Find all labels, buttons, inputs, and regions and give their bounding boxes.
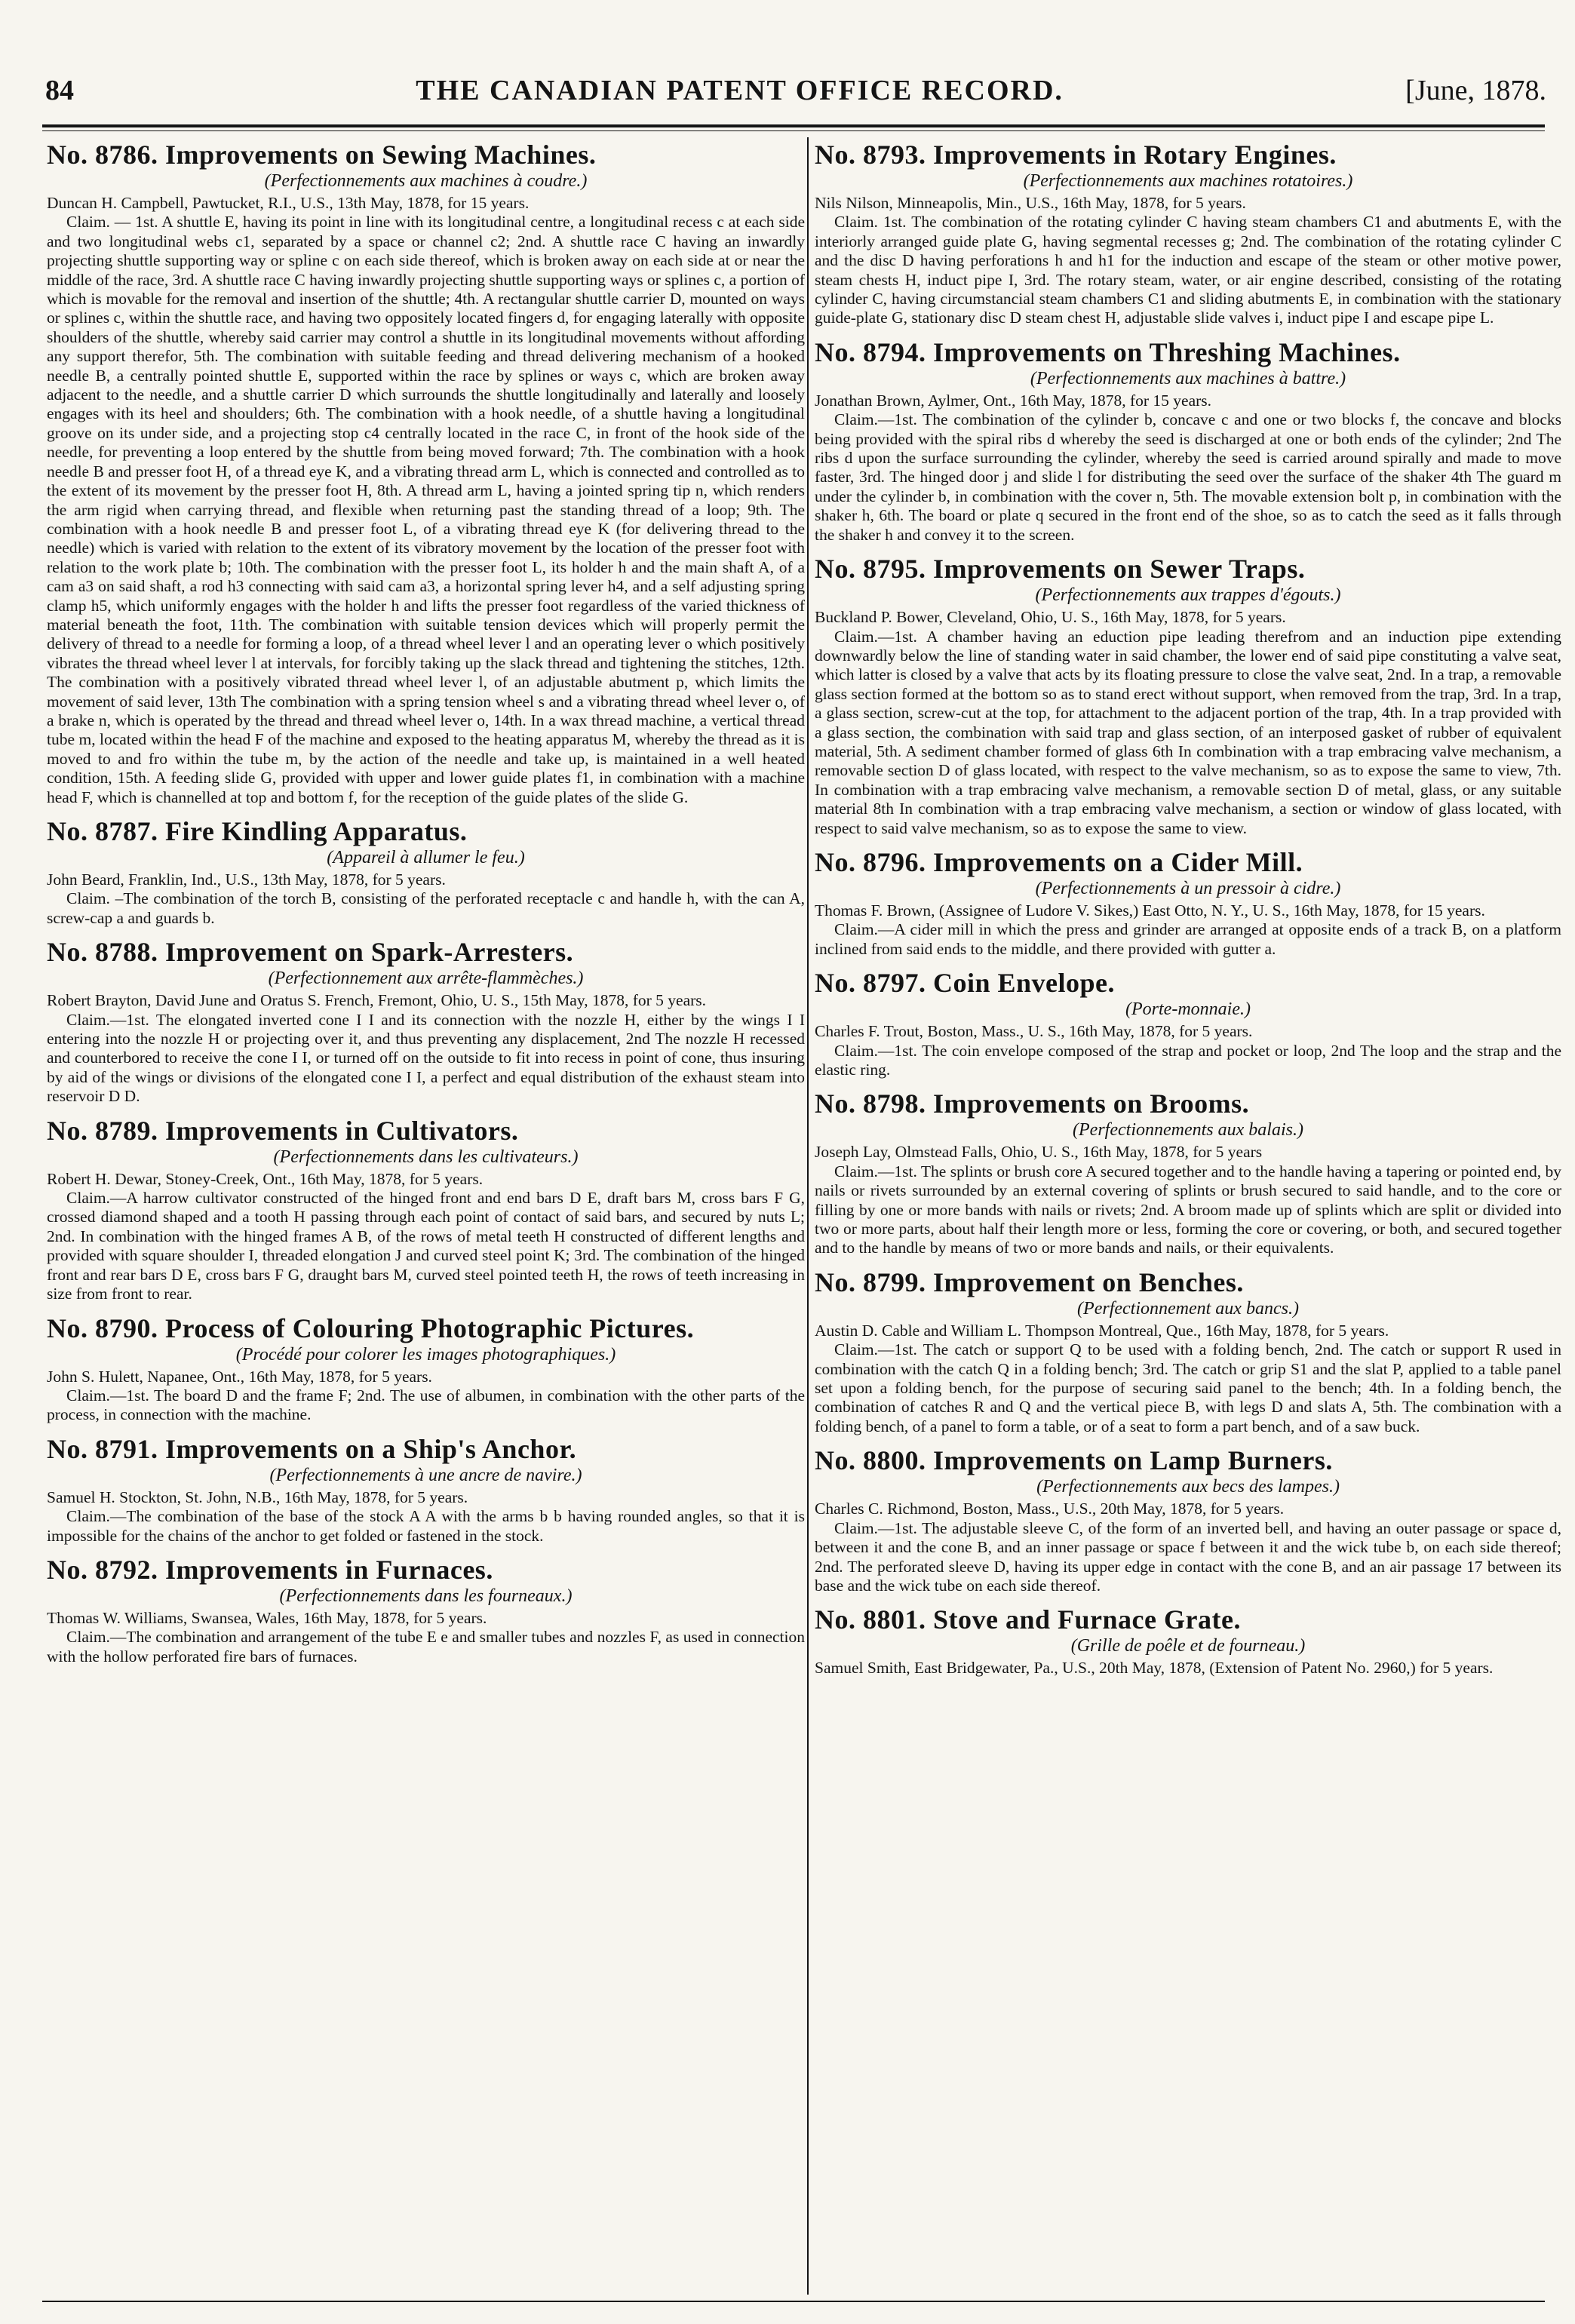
patent-claim: Claim.—1st. The board D and the frame F; 2nd. The use of albumen, in combination with the other parts of the process, in connection with the machine. <box>47 1386 805 1424</box>
patent-entry <box>815 1445 1561 1595</box>
patent-french-title: (Perfectionnements aux machines à coudre.) <box>264 171 588 191</box>
patent-entry <box>815 1604 1561 1678</box>
patent-info: John Beard, Franklin, Ind., U.S., 13th May, 1878, for 5 years. <box>47 870 446 889</box>
patent-claim: Claim.—1st. The elongated inverted cone I I and its connection with the nozzle H, either by the wings I I entering into the nozzle H or projecting over it, and thus preventing any displacement, 2nd The nozzle H recessed and counterbored to receive the cone I I, or turned off on the outside to fit into recess in point of cone, thus insuring by aid of the wings or divisions of the elongated cone I I, a perfect and equal distribution of the exhaust steam into reservoir D D. <box>47 1010 805 1106</box>
patent-heading: No. 8793. Improvements in Rotary Engines. <box>815 140 1337 170</box>
patent-claim: Claim.—The combination of the base of the stock A A with the arms b b having rounded angles, so that it is impossible for the chains of the anchor to get folded or fastened in the stock. <box>47 1507 805 1545</box>
patent-info: Buckland P. Bower, Cleveland, Ohio, U. S., 16th May, 1878, for 5 years. <box>815 608 1286 627</box>
patent-entry <box>47 937 805 1106</box>
patent-claim: Claim.—The combination and arrangement of the tube E e and smaller tubes and nozzles F, as used in connection with the hollow perforated fire bars of furnaces. <box>47 1628 805 1665</box>
patent-heading: No. 8789. Improvements in Cultivators. <box>47 1115 519 1146</box>
right-column <box>815 140 1561 2297</box>
patent-entry <box>47 1555 805 1666</box>
patent-french-title: (Perfectionnements aux balais.) <box>1073 1120 1303 1141</box>
patent-heading: No. 8791. Improvements on a Ship's Anchor. <box>47 1433 577 1464</box>
patent-entry <box>815 847 1561 959</box>
patent-french-title: (Procédé pour colorer les images photographiques.) <box>235 1344 616 1365</box>
patent-french-title: (Perfectionnements à une ancre de navire.) <box>269 1465 582 1485</box>
patent-heading: No. 8792. Improvements in Furnaces. <box>47 1554 493 1585</box>
patent-claim: Claim.—A cider mill in which the press and grinder are arranged at opposite ends of a track B, on a platform inclined from said ends to the middle, and there provided with gutter a. <box>815 920 1561 958</box>
patent-claim: Claim.—1st. The combination of the cylinder b, concave c and one or two blocks f, the concave and blocks being provided with the spiral ribs d whereby the seed is discharged at one or both ends of the cylinder; 2nd The ribs d upon the surface surrounding the cylinder, whereby the seed is carried around spirally and made to move faster, 3rd. The hinged door j and slide l for distributing the seed over the surface of the shaker 4th The guard m under the cylinder b, in combination with the cover n, 5th. The movable extension bolt p, in combination with the shaker h, 6th. The board or plate q secured in the front end of the shoe, so as to catch the seed as it falls through the shaker h and convey it to the screen. <box>815 410 1561 544</box>
patent-french-title: (Grille de poêle et de fourneau.) <box>1070 1636 1306 1656</box>
patent-info: Robert Brayton, David June and Oratus S. French, Fremont, Ohio, U. S., 15th May, 1878, for 5 years. <box>47 991 707 1010</box>
patent-entry <box>815 1088 1561 1257</box>
patent-french-title: (Appareil à allumer le feu.) <box>327 848 525 867</box>
patent-claim: Claim.—A harrow cultivator constructed of the hinged front and end bars D E, draft bars M, cross bars F G, crossed diamond shaped and a tooth H passing through each point of contact of said bars, and secured by nuts L; 2nd. In combination with the hinged frames A B, of the rows of metal teeth H constructed of different lengths and provided with square shoulder I, threaded elongation J and curved steel point K; 3rd. The combination of the hinged front and rear bars D E, cross bars F G, draught bars M, curved steel pointed teeth H, the rows of teeth increasing in size from front to rear. <box>47 1189 805 1303</box>
page-date: [June, 1878. <box>1405 75 1546 106</box>
patent-info: Thomas F. Brown, (Assignee of Ludore V. Sikes,) East Otto, N. Y., U. S., 16th May, 1878, for 15 years. <box>815 901 1485 919</box>
patent-heading: No. 8801. Stove and Furnace Grate. <box>815 1604 1241 1635</box>
patent-french-title: (Perfectionnement aux arrête-flammèches.) <box>268 969 584 989</box>
patent-info: Joseph Lay, Olmstead Falls, Ohio, U. S., 16th May, 1878, for 5 years <box>815 1143 1263 1162</box>
patent-entry <box>815 1267 1561 1436</box>
left-column <box>47 140 805 2297</box>
page-number: 84 <box>45 75 74 106</box>
patent-french-title: (Perfectionnements dans les cultivateurs.) <box>273 1147 579 1167</box>
patent-heading: No. 8790. Process of Colouring Photographic Pictures. <box>47 1312 695 1343</box>
patent-info: Samuel Smith, East Bridgewater, Pa., U.S., 20th May, 1878, (Extension of Patent No. 2960,) for 5 years. <box>815 1659 1494 1678</box>
patent-entry <box>815 140 1561 328</box>
patent-heading: No. 8800. Improvements on Lamp Burners. <box>815 1445 1333 1476</box>
patent-french-title: (Perfectionnements aux machines rotatoires.) <box>1023 171 1353 191</box>
patent-entry <box>815 968 1561 1079</box>
patent-heading: No. 8786. Improvements on Sewing Machines. <box>47 140 597 170</box>
patent-entry <box>815 337 1561 545</box>
patent-french-title: (Perfectionnement aux bancs.) <box>1077 1298 1299 1319</box>
patent-heading: No. 8799. Improvement on Benches. <box>815 1266 1244 1297</box>
patent-info: Robert H. Dewar, Stoney-Creek, Ont., 16th May, 1878, for 5 years. <box>47 1169 484 1188</box>
header-rule <box>42 124 1545 127</box>
patent-info: John S. Hulett, Napanee, Ont., 16th May, 1878, for 5 years. <box>47 1367 432 1386</box>
patent-french-title: (Perfectionnements aux machines à battre.) <box>1030 368 1346 388</box>
patent-entry <box>47 816 805 928</box>
patent-heading: No. 8797. Coin Envelope. <box>815 968 1116 999</box>
patent-heading: No. 8798. Improvements on Brooms. <box>815 1088 1250 1119</box>
patent-info: Nils Nilson, Minneapolis, Min., U.S., 16th May, 1878, for 5 years. <box>815 194 1246 212</box>
patent-claim: Claim. –The combination of the torch B, consisting of the perforated receptacle c and handle h, with the can A, screw-cap a and guards b. <box>47 889 805 927</box>
patent-claim: Claim. 1st. The combination of the rotating cylinder C having steam chambers C1 and abutments E, with the interiorly arranged guide plate G, having segmental recesses g; 2nd. The combination of the rotating cylinder C and the disc D having perforations h and h1 for the induction and escape of the steam or other motive power, steam chests H, induct pipe I, 3rd. The rotary steam, water, or air engine described, consisting of the rotating cylinder C, having circumstancial steam chambers C1 and sliding abutments E, in combination with the stationary guide-plate G, stationary disc D steam chest H, adjustable slide valves i, induct pipe I and escape pipe L. <box>815 213 1561 327</box>
patent-french-title: (Perfectionnements aux becs des lampes.) <box>1036 1477 1340 1497</box>
page-title: THE CANADIAN PATENT OFFICE RECORD. <box>416 75 1064 106</box>
patent-claim: Claim.—1st. The catch or support Q to be used with a folding bench, 2nd. The catch or support R used in combination with the catch Q in a folding bench; 3rd. The catch or grip S1 and the slat P, applied to a table panel set upon a folding bench, for the purpose of securing said panel to the bench; 4th. In a folding bench, the combination of catches R and Q and the vertical piece B, with legs D and slats A, 5th. The combination with a folding bench, of a panel to form a table, or of a seat to form a part bench, and of a saw buck. <box>815 1340 1561 1435</box>
patent-claim: Claim. — 1st. A shuttle E, having its point in line with its longitudinal centre, a longitudinal recess c at each side and two longitudinal webs c1, separated by a space or channel c2; 2nd. A shuttle race C having an inwardly projecting shuttle supporting way or spline c on each side thereof, which is broken away on each side at or near the middle of the race, 3rd. A shuttle race C having inwardly projecting shuttle supporting ways or splines c, a portion of which is movable for the removal and insertion of the shuttle; 4th. A rectangular shuttle carrier D, mounted on ways or splines c, within the shuttle race, and having two oppositely located fingers d, for engaging laterally with opposite shoulders of the shuttle, whereby said carrier may control a shuttle in its longitudinal movements without affording any support therefor, 5th. The combination with suitable feeding and thread delivering mechanism of a hooked needle B, a centrally pointed shuttle E, supported within the race by splines or ways c, which are broken away adjacent to the needle, and a shuttle carrier D which surrounds the shuttle longitudinally and laterally and loosely engages with its heel and shoulders; 6th. The combination with a hook needle, of a shuttle having a longitudinal groove on its under side, and a projecting stop c4 centrally located in the race C, in front of the hook side of the needle, for preventing a loop entered by the shuttle from being moved forward; 7th. The combination with a hook needle B and presser foot H, of a thread eye K, and a vibrating thread arm L, which is connected and controlled as to the extent of its movement by the presser foot H, 8th. A thread arm L, having a jointed spring tip n, which renders the arm rigid when carrying thread, and flexible when returning past the standing thread of a loop; 9th. The combination with a hook needle B and presser foot L, of a vibrating thread eye K (for delivering thread to the needle) which is varied with relation to the extent of its vibratory movement by the location of the presser foot with relation to the work plate b; 10th. The combination with the presser foot L, its holder h and the main shaft A, of a cam a3 on said shaft, a rod h3 connecting with said cam a3, a horizontal spring lever h4, and a self adjusting spring clamp h5, which uniformly engages with the holder h and lifts the presser foot regardless of the varied thickness of material beneath the foot, 11th. The combination with suitable tension devices which will properly permit the delivery of thread to a needle for forming a loop, of a thread wheel lever l and an operating lever o which positively vibrates the thread wheel lever l at intervals, for forcibly taking up the slack thread and tightening the stitches, 12th. The combination with a positively vibrated thread wheel lever l, of an adjustable abutment p, which limits the movement of said lever, 13th The combination with a spring tension wheel s and a vibrating thread wheel lever o, of a brake n, which is operated by the thread and thread wheel lever o, 14th. In a wax thread machine, a vertical thread tube m, located within the head F of the machine and exposed to the heating apparatus M, whereby the thread as it is moved to and fro within the tube m, by the action of the needle and take up, is maintained in a well heated condition, 15th. A feeding slide G, provided with upper and lower guide plates f1, in combination with a machine head F, which is channelled at top and bottom f, for the reception of the guide plates of the slide G. <box>47 213 805 806</box>
patent-info: Jonathan Brown, Aylmer, Ont., 16th May, 1878, for 15 years. <box>815 391 1212 410</box>
patent-heading: No. 8794. Improvements on Threshing Machines. <box>815 336 1401 367</box>
patent-entry <box>47 1116 805 1304</box>
patent-french-title: (Perfectionnements à un pressoir à cidre.) <box>1035 878 1341 898</box>
patent-french-title: (Perfectionnements dans les fourneaux.) <box>279 1586 573 1606</box>
patent-info: Charles F. Trout, Boston, Mass., U. S., 16th May, 1878, for 5 years. <box>815 1022 1253 1041</box>
header-rule-thin <box>42 130 1545 131</box>
patent-entry <box>47 1434 805 1546</box>
patent-french-title: (Porte-monnaie.) <box>1125 999 1251 1020</box>
patent-claim: Claim.—1st. The coin envelope composed of the strap and pocket or loop, 2nd The loop and the strap and the elastic ring. <box>815 1041 1561 1079</box>
patent-info: Charles C. Richmond, Boston, Mass., U.S., 20th May, 1878, for 5 years. <box>815 1500 1285 1518</box>
patent-entry <box>815 554 1561 838</box>
patent-info: Austin D. Cable and William L. Thompson Montreal, Que., 16th May, 1878, for 5 years. <box>815 1321 1389 1340</box>
patent-claim: Claim.—1st. The splints or brush core A secured together and to the handle having a tapering or pointed end, by nails or rivets surrounded by an external covering of splints or brush secured to said handle, and to the core or filling by one or more bands with nails or rivets; 2nd. A broom made up of splints which are split or divided into two or more parts, about half their length more or less, forming the core or covering, or both, and secured together and to the handle by means of two or more bands and nails, or their equivalents. <box>815 1162 1561 1257</box>
footer-rule <box>42 2301 1545 2302</box>
patent-info: Thomas W. Williams, Swansea, Wales, 16th May, 1878, for 5 years. <box>47 1608 487 1627</box>
column-divider <box>807 137 809 2295</box>
patent-french-title: (Perfectionnements aux trappes d'égouts.) <box>1035 585 1341 606</box>
patent-entry <box>47 1313 805 1425</box>
patent-heading: No. 8796. Improvements on a Cider Mill. <box>815 846 1303 877</box>
patent-claim: Claim.—1st. The adjustable sleeve C, of the form of an inverted bell, and having an outer passage or space d, between it and the cone B, and an inner passage or space f between it and the wick tube b, on each side thereof; 2nd. The perforated sleeve D, having its upper edge in contact with the cone B, and an air passage 17 between its base and the wick tube on each side thereof. <box>815 1518 1561 1595</box>
patent-entry <box>47 140 805 807</box>
patent-claim: Claim.—1st. A chamber having an eduction pipe leading therefrom and an induction pipe extending downwardly below the line of standing water in said chamber, the lower end of said pipe constituting a valve seat, which latter is closed by a valve that acts by its floating pressure to close the valve seat, 2nd. In a trap, a removable glass section formed at the bottom so as to stand erect without support, when removed from the trap, 3rd. In a trap, a glass section, screw-cut at the top, for attachment to the adjacent portion of the trap, 4th. In a trap provided with a glass section, the combination with said trap and glass section, of an interposed gasket of rubber of equivalent material, 5th. A sediment chamber formed of glass 6th In combination with a trap embracing valve mechanism, a removable section D of glass located, with respect to the valve mechanism, so as to expose the same to view, 7th. In combination with a trap embracing valve mechanism, a removable section D of metal, glass, or any suitable material 8th In combination with a trap embracing valve mechanism, a section or window of glass located, with respect to said valve mechanism, so as to expose the same to view. <box>815 627 1561 837</box>
patent-info: Samuel H. Stockton, St. John, N.B., 16th May, 1878, for 5 years. <box>47 1487 468 1506</box>
patent-info: Duncan H. Campbell, Pawtucket, R.I., U.S., 13th May, 1878, for 15 years. <box>47 194 530 212</box>
page-header <box>45 68 1546 113</box>
patent-heading: No. 8795. Improvements on Sewer Traps. <box>815 554 1306 585</box>
patent-heading: No. 8787. Fire Kindling Apparatus. <box>47 816 468 846</box>
patent-heading: No. 8788. Improvement on Spark-Arresters. <box>47 937 574 968</box>
